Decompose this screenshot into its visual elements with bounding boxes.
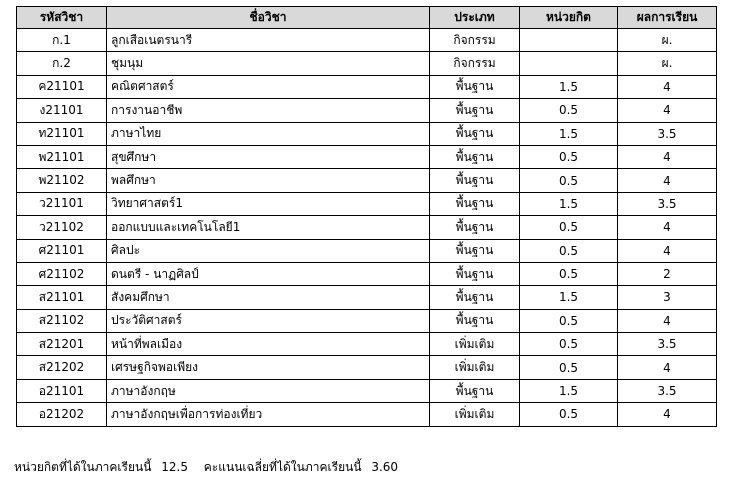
cell-code: ศ21102 <box>17 262 107 285</box>
table-row <box>17 333 717 356</box>
grades-table <box>16 6 717 427</box>
cell-credit: 0.5 <box>520 356 618 379</box>
cell-grade: 2 <box>618 262 717 285</box>
cell-name: การงานอาชีพ <box>107 99 430 122</box>
cell-type: พื้นฐาน <box>430 192 520 215</box>
cell-grade: 4 <box>618 216 717 239</box>
cell-credit: 0.5 <box>520 262 618 285</box>
cell-name: ภาษาอังกฤษ <box>107 379 430 402</box>
cell-credit: 0.5 <box>520 309 618 332</box>
cell-code: อ21202 <box>17 403 107 426</box>
cell-type: พื้นฐาน <box>430 309 520 332</box>
cell-name: สุขศึกษา <box>107 145 430 168</box>
cell-grade: ผ. <box>618 52 717 75</box>
cell-code: ส21101 <box>17 286 107 309</box>
cell-name: ชุมนุม <box>107 52 430 75</box>
cell-code: พ21102 <box>17 169 107 192</box>
cell-grade: 3.5 <box>618 379 717 402</box>
cell-code: อ21101 <box>17 379 107 402</box>
header-code: รหัสวิชา <box>17 7 107 29</box>
cell-credit: 1.5 <box>520 286 618 309</box>
cell-name: ภาษาไทย <box>107 122 430 145</box>
table-row <box>17 192 717 215</box>
cell-code: ก.2 <box>17 52 107 75</box>
cell-credit <box>520 52 618 75</box>
cell-name: คณิตศาสตร์ <box>107 75 430 98</box>
cell-type: พื้นฐาน <box>430 99 520 122</box>
cell-type: พื้นฐาน <box>430 75 520 98</box>
header-grade: ผลการเรียน <box>618 7 717 29</box>
cell-credit <box>520 29 618 52</box>
cell-credit: 0.5 <box>520 239 618 262</box>
cell-type: เพิ่มเติม <box>430 333 520 356</box>
cell-grade: 4 <box>618 169 717 192</box>
cell-code: ส21201 <box>17 333 107 356</box>
table-row <box>17 122 717 145</box>
header-name: ชื่อวิชา <box>107 7 430 29</box>
cell-type: กิจกรรม <box>430 29 520 52</box>
cell-name: ดนตรี - นาฏศิลป์ <box>107 262 430 285</box>
cell-type: พื้นฐาน <box>430 239 520 262</box>
cell-grade: 3.5 <box>618 333 717 356</box>
cell-credit: 0.5 <box>520 216 618 239</box>
cell-code: ว21101 <box>17 192 107 215</box>
cell-credit: 0.5 <box>520 99 618 122</box>
cell-code: ส21202 <box>17 356 107 379</box>
cell-name: สังคมศึกษา <box>107 286 430 309</box>
cell-code: ศ21101 <box>17 239 107 262</box>
cell-credit: 0.5 <box>520 169 618 192</box>
table-header-row <box>17 7 717 29</box>
semester-summary <box>14 458 404 477</box>
cell-code: ส21102 <box>17 309 107 332</box>
cell-name: เศรษฐกิจพอเพียง <box>107 356 430 379</box>
cell-type: เพิ่มเติม <box>430 356 520 379</box>
table-row <box>17 75 717 98</box>
cell-type: พื้นฐาน <box>430 379 520 402</box>
table-row <box>17 356 717 379</box>
cell-grade: 4 <box>618 309 717 332</box>
table-row <box>17 239 717 262</box>
cell-code: ท21101 <box>17 122 107 145</box>
credits-value: 12.5 <box>161 460 188 474</box>
cell-grade: 4 <box>618 239 717 262</box>
cell-name: ภาษาอังกฤษเพื่อการท่องเที่ยว <box>107 403 430 426</box>
cell-name: ประวัติศาสตร์ <box>107 309 430 332</box>
table-row <box>17 403 717 426</box>
table-body <box>17 29 717 427</box>
cell-type: พื้นฐาน <box>430 286 520 309</box>
cell-grade: ผ. <box>618 29 717 52</box>
cell-type: กิจกรรม <box>430 52 520 75</box>
cell-type: พื้นฐาน <box>430 145 520 168</box>
table-row <box>17 379 717 402</box>
cell-name: พลศึกษา <box>107 169 430 192</box>
table-row <box>17 99 717 122</box>
header-credit: หน่วยกิต <box>520 7 618 29</box>
cell-type: พื้นฐาน <box>430 122 520 145</box>
credits-label: หน่วยกิตที่ได้ในภาคเรียนนี้ <box>14 460 152 474</box>
cell-credit: 0.5 <box>520 333 618 356</box>
cell-credit: 1.5 <box>520 192 618 215</box>
cell-name: ออกแบบและเทคโนโลยี1 <box>107 216 430 239</box>
cell-code: ค21101 <box>17 75 107 98</box>
table-row <box>17 286 717 309</box>
cell-code: ว21102 <box>17 216 107 239</box>
cell-code: ง21101 <box>17 99 107 122</box>
cell-credit: 1.5 <box>520 122 618 145</box>
cell-code: พ21101 <box>17 145 107 168</box>
cell-type: พื้นฐาน <box>430 216 520 239</box>
cell-type: พื้นฐาน <box>430 169 520 192</box>
cell-type: พื้นฐาน <box>430 262 520 285</box>
cell-grade: 3.5 <box>618 192 717 215</box>
cell-credit: 0.5 <box>520 403 618 426</box>
cell-name: หน้าที่พลเมือง <box>107 333 430 356</box>
gpa-label: คะแนนเฉลี่ยที่ได้ในภาคเรียนนี้ <box>203 460 362 474</box>
cell-name: ศิลปะ <box>107 239 430 262</box>
table-row <box>17 52 717 75</box>
cell-code: ก.1 <box>17 29 107 52</box>
cell-grade: 4 <box>618 145 717 168</box>
cell-grade: 4 <box>618 356 717 379</box>
cell-grade: 4 <box>618 403 717 426</box>
cell-grade: 4 <box>618 99 717 122</box>
cell-credit: 1.5 <box>520 75 618 98</box>
cell-grade: 3 <box>618 286 717 309</box>
table-row <box>17 169 717 192</box>
table-row <box>17 216 717 239</box>
table-row <box>17 145 717 168</box>
cell-name: ลูกเสือเนตรนารี <box>107 29 430 52</box>
cell-type: เพิ่มเติม <box>430 403 520 426</box>
table-row <box>17 262 717 285</box>
table-row <box>17 29 717 52</box>
cell-grade: 3.5 <box>618 122 717 145</box>
cell-name: วิทยาศาสตร์1 <box>107 192 430 215</box>
cell-grade: 4 <box>618 75 717 98</box>
table-row <box>17 309 717 332</box>
cell-credit: 1.5 <box>520 379 618 402</box>
cell-credit: 0.5 <box>520 145 618 168</box>
gpa-value: 3.60 <box>371 460 399 474</box>
header-type: ประเภท <box>430 7 520 29</box>
